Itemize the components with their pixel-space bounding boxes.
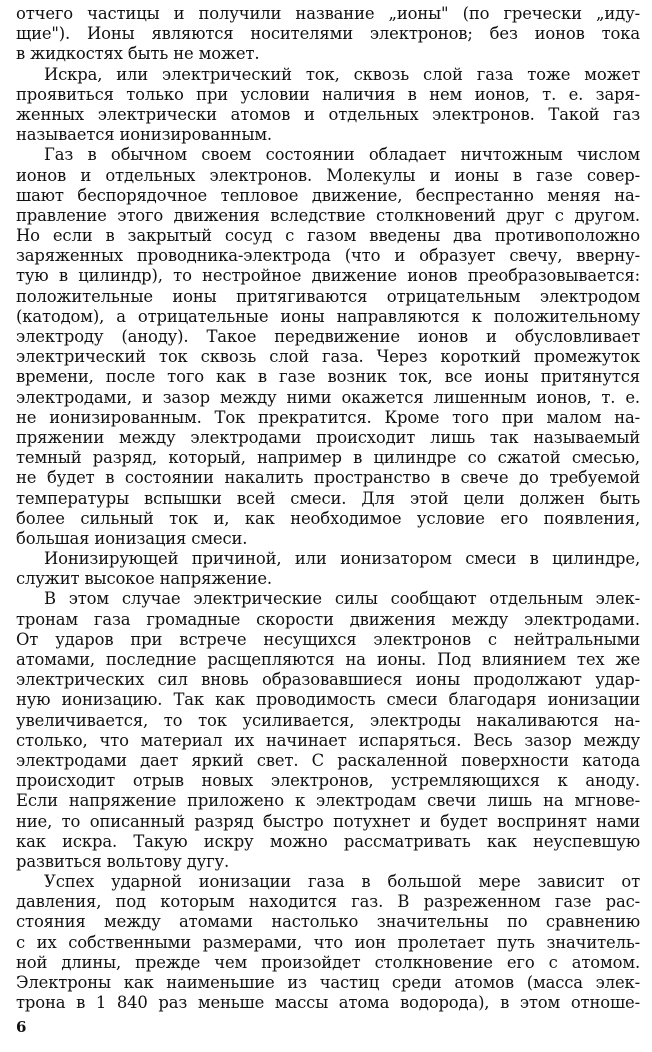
text-line: атомами, последние расщепляются на ионы. Под влиянием тех же [16,650,640,669]
text-line: шают беспорядочное тепловое движение, беспрестанно меняя на- [16,185,640,205]
text-line: пряжении между электродами происходит лишь так называемый [16,427,640,447]
text-line: женных электрически атомов и отдельных электронов. Такой газ [16,104,640,124]
text-line: не ионизированным. Ток прекратится. Кроме того при малом на- [16,407,640,427]
text-line: ионов и отдельных электронов. Молекулы и ионы в газе совер- [16,165,640,185]
text-line: Если напряжение приложено к электродам свечи лишь на мгнове- [16,791,640,811]
text-line: большая ионизация смеси. [16,528,248,548]
text-line: ной длины, прежде чем произойдет столкновение его с атомом. [16,952,640,972]
text-line: Успех ударной ионизации газа в большой мере зависит от [44,872,640,892]
text-line: тронам газа громадные скорости движения между электродами. [16,609,640,629]
text-line: положительные ионы притягиваются отрицательным электродом [16,286,640,306]
text-line: отчего частицы и получили название „ионы" (по гречески „иду- [16,4,640,23]
text-line: ную ионизацию. Так как проводимость смеси благодаря ионизации [16,690,640,710]
text-line: Электроны как наименьшие из частиц среди атомов (масса элек- [16,973,640,992]
text-line: не будет в состоянии накалить пространство в свече до требуемой [16,468,640,488]
text-line: электрических сил вновь образовавшиеся ионы продолжают удар- [16,670,640,690]
text-line: Ионизирующей причиной, или ионизатором смеси в цилиндре, [44,549,640,569]
text-line: В этом случае электрические силы сообщают отдельным элек- [44,589,640,609]
text-line: темный разряд, который, например в цилиндре со сжатой смесью, [16,448,640,468]
text-line: давления, под которым находится газ. В разреженном газе рас- [16,892,640,912]
text-line: увеличивается, то ток усиливается, электроды накаливаются на- [16,710,640,730]
text-line: называется ионизированным. [16,125,272,145]
text-line: электроду (аноду). Такое передвижение ионов и обусловливает [16,327,640,346]
text-line: проявиться только при условии наличия в нем ионов, т. е. заря- [16,84,640,104]
text-line: ние, то описанный разряд быстро потухнет и будет воспринят нами [16,811,640,831]
text-line: происходит отрыв новых электронов, устремляющихся к аноду. [16,771,640,791]
text-line: трона в 1 840 раз меньше массы атома водорода), в этом отноше- [16,993,640,1013]
text-line: развиться вольтову дугу. [16,851,230,871]
text-line: (катодом), а отрицательные ионы направляются к положительному [16,306,640,326]
text-line: Но если в закрытый сосуд с газом введены два противоположно [16,226,640,246]
text-line: электрический ток сквозь слой газа. Через короткий промежуток [16,347,640,367]
text-line: тую в цилиндр), то нестройное движение ионов преобразовывается: [16,266,640,286]
text-line: От ударов при встрече несущихся электронов с нейтральными [16,629,640,649]
text-line: заряженных проводника-электрода (что и образует свечу, вверну- [16,246,640,266]
text-line: стояния между атомами настолько значительны по сравнению [16,912,640,932]
text-line: с их собственными размерами, что ион пролетает путь значитель- [16,932,640,952]
text-line: служит высокое напряжение. [16,569,272,589]
text-line: электродами дает яркий свет. С раскаленной поверхности катода [16,750,640,770]
text-line: столько, что материал их начинает испаряться. Весь зазор между [16,730,640,750]
text-line: щие"). Ионы являются носителями электронов; без ионов тока [16,24,640,44]
text-line: температуры вспышки всей смеси. Для этой цели должен быть [16,488,640,508]
text-line: как искра. Такую искру можно рассматривать как неуспевшую [16,831,640,851]
text-line: правление этого движения вследствие столкновений друг с другом. [16,205,640,225]
text-line: Искра, или электрический ток, сквозь слой газа тоже может [44,64,640,84]
text-line: более сильный ток и, как необходимое условие его появления, [16,508,640,528]
page-number: 6 [16,1018,27,1036]
body-text [16,4,640,1013]
text-line: Газ в обычном своем состоянии обладает ничтожным числом [44,145,640,165]
text-line: времени, после того как в газе возник ток, все ионы притянутся [16,367,640,387]
text-line: электродами, и зазор между ними окажется лишенным ионов, т. е. [16,387,640,407]
text-line: в жидкостях быть не может. [16,44,260,64]
